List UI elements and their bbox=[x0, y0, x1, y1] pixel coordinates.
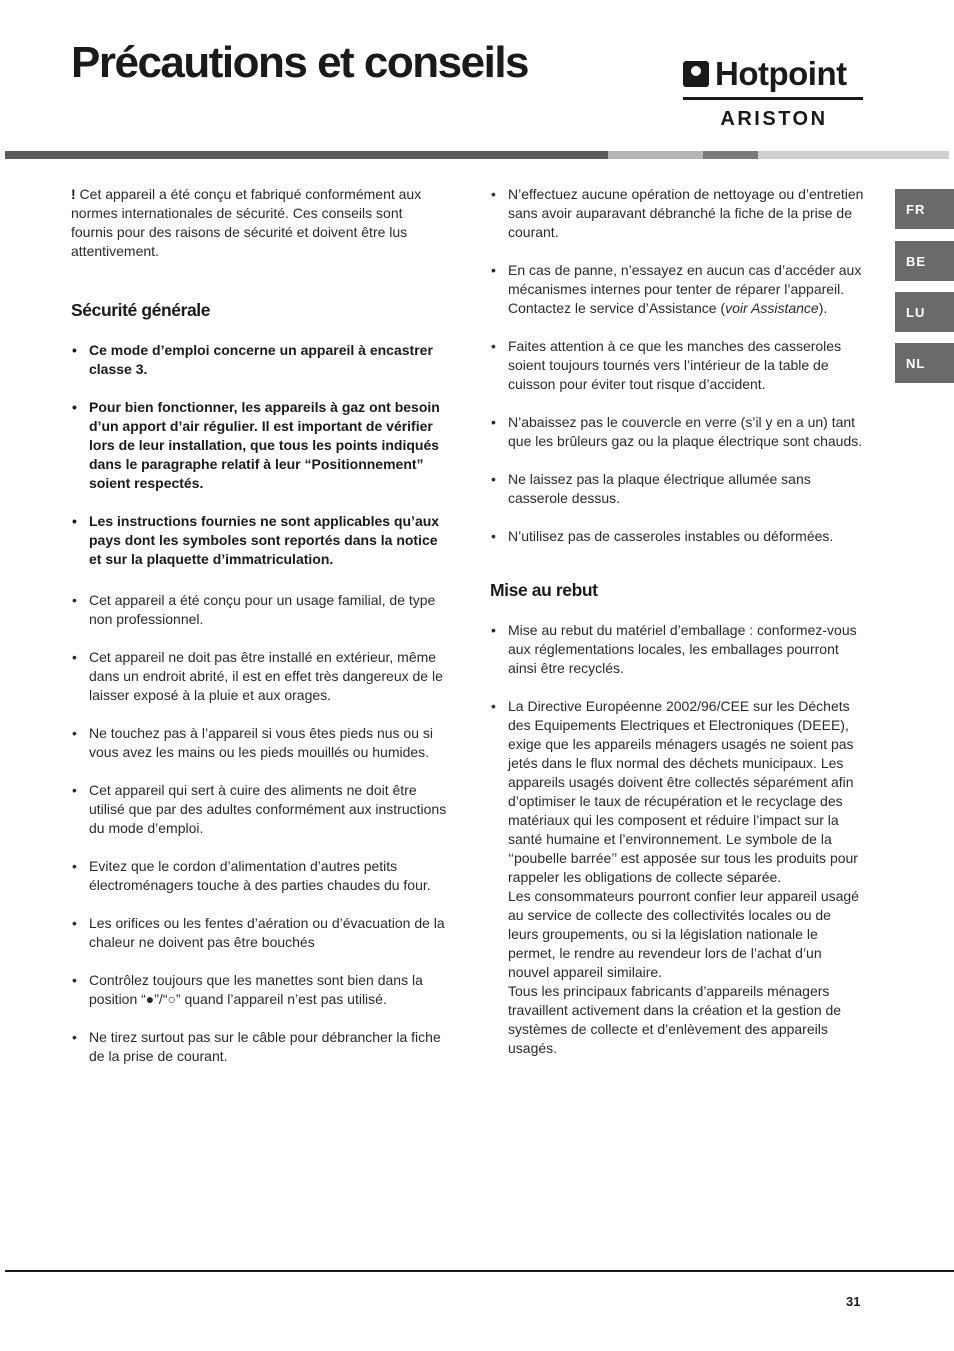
list-item: • Mise au rebut du matériel d’emballage : conformez-vous aux réglementations locales, les emballages pourront ainsi être recyclés. bbox=[490, 621, 864, 678]
header-rule-segment bbox=[608, 151, 703, 159]
list-item bbox=[490, 697, 864, 1058]
list-item bbox=[490, 261, 864, 318]
intro-text: Cet appareil a été conçu et fabriqué conformément aux normes internationales de sécurité. Ces conseils sont fournis pour des raisons de sécurité et doivent être lus attentivement. bbox=[71, 186, 422, 259]
list-item: • Evitez que le cordon d’alimentation d’autres petits électroménagers touche à des parties chaudes du four. bbox=[71, 857, 447, 895]
list-item-text: En cas de panne, n’essayez en aucun cas d’accéder aux mécanismes internes pour tenter de réparer l’appareil. Contactez le service d’Assistance ( bbox=[508, 262, 862, 316]
section-heading-safety: Sécurité générale bbox=[71, 300, 211, 320]
list-item: • N’utilisez pas de casseroles instables ou déformées. bbox=[490, 527, 864, 546]
list-item: • Les instructions fournies ne sont applicables qu’aux pays dont les symboles sont reportés dans la notice et sur la plaquette d’immatriculation. bbox=[71, 512, 447, 569]
header-rule-segment bbox=[703, 151, 758, 159]
right-column bbox=[490, 185, 864, 1077]
assistance-reference: voir Assistance bbox=[725, 300, 819, 316]
page-number: 31 bbox=[846, 1294, 861, 1309]
header-rule-segment bbox=[758, 151, 949, 159]
safety-list bbox=[71, 341, 447, 1066]
logo-mark-icon bbox=[683, 61, 709, 87]
intro-paragraph bbox=[71, 185, 447, 261]
language-tab-lu[interactable]: LU bbox=[895, 292, 954, 332]
list-item: • Cet appareil a été conçu pour un usage familial, de type non professionnel. bbox=[71, 591, 447, 629]
left-column bbox=[71, 185, 447, 1085]
logo-divider bbox=[683, 97, 863, 100]
safety-list-continued bbox=[490, 185, 864, 546]
directive-paragraph: • La Directive Européenne 2002/96/CEE sur les Déchets des Equipements Electriques et Electroniques (DEEE), exige que les appareils ménagers usagés ne soient pas jetés dans le flux normal des déchets municipaux. Les appareils usagés doivent être collectés séparément afin d’optimiser le taux de récupération et le recyclage des matériaux qui les composent et réduire l’impact sur la santé humaine et l’environnement. Le symbole de la ‘‘poubelle barrée’’ est apposée sur tous les produits pour rappeler les obligations de collecte séparée. bbox=[508, 698, 858, 885]
language-tab-fr[interactable]: FR bbox=[895, 189, 954, 229]
list-item: • Ne tirez surtout pas sur le câble pour débrancher la fiche de la prise de courant. bbox=[71, 1028, 447, 1066]
logo-sub: ARISTON bbox=[720, 108, 828, 130]
list-item: • N’effectuez aucune opération de nettoyage ou d’entretien sans avoir auparavant débranché la fiche de la prise de courant. bbox=[490, 185, 864, 242]
footer-rule bbox=[5, 1270, 954, 1272]
list-item: • Cet appareil qui sert à cuire des aliments ne doit être utilisé que par des adultes conformément aux instructions du mode d’emploi. bbox=[71, 781, 447, 838]
warning-mark: ! bbox=[71, 186, 76, 202]
logo-brand: Hotpoint bbox=[715, 55, 847, 92]
page-title: Précautions et conseils bbox=[71, 38, 529, 87]
list-item: • Faites attention à ce que les manches des casseroles soient toujours tournés vers l’intérieur de la table de cuisson pour éviter tout risque d’accident. bbox=[490, 337, 864, 394]
list-item: • Pour bien fonctionner, les appareils à gaz ont besoin d’un apport d’air régulier. Il est important de vérifier lors de leur installation, que tous les points indiqués dans le paragraphe relatif à leur “Positionnement” soient respectés. bbox=[71, 398, 447, 493]
header-rule-segment bbox=[5, 151, 608, 159]
brand-logo bbox=[683, 56, 865, 132]
list-item: • Les orifices ou les fentes d’aération ou d’évacuation de la chaleur ne doivent pas être bouchés bbox=[71, 914, 447, 952]
list-item: • Ne laissez pas la plaque électrique allumée sans casserole dessus. bbox=[490, 470, 864, 508]
disposal-list bbox=[490, 621, 864, 1058]
language-tab-nl[interactable]: NL bbox=[895, 343, 954, 383]
list-item: • N’abaissez pas le couvercle en verre (s’il y en a un) tant que les brûleurs gaz ou la plaque électrique sont chauds. bbox=[490, 413, 864, 451]
directive-paragraph: Tous les principaux fabricants d’appareils ménagers travaillent activement dans la création et la gestion de systèmes de collecte et d’enlèvement des appareils usagés. bbox=[508, 983, 842, 1056]
directive-paragraph: Les consommateurs pourront confier leur appareil usagé au service de collecte des collectivités locales ou de leurs groupements, ou si la législation nationale le permet, le rendre au revendeur lors de l’achat d’un nouvel appareil similaire. bbox=[508, 888, 859, 980]
list-item: • Ne touchez pas à l’appareil si vous êtes pieds nus ou si vous avez les mains ou les pieds mouillés ou humides. bbox=[71, 724, 447, 762]
language-tab-be[interactable]: BE bbox=[895, 241, 954, 281]
list-item-text: ). bbox=[818, 300, 828, 316]
list-item: • Contrôlez toujours que les manettes sont bien dans la position “●”/“○” quand l’appareil n’est pas utilisé. bbox=[71, 971, 447, 1009]
section-heading-disposal: Mise au rebut bbox=[490, 580, 598, 600]
list-item: • Cet appareil ne doit pas être installé en extérieur, même dans un endroit abrité, il est en effet très dangereux de le laisser exposé à la pluie et aux orages. bbox=[71, 648, 447, 705]
list-item: • Ce mode d’emploi concerne un appareil à encastrer classe 3. bbox=[71, 341, 447, 379]
